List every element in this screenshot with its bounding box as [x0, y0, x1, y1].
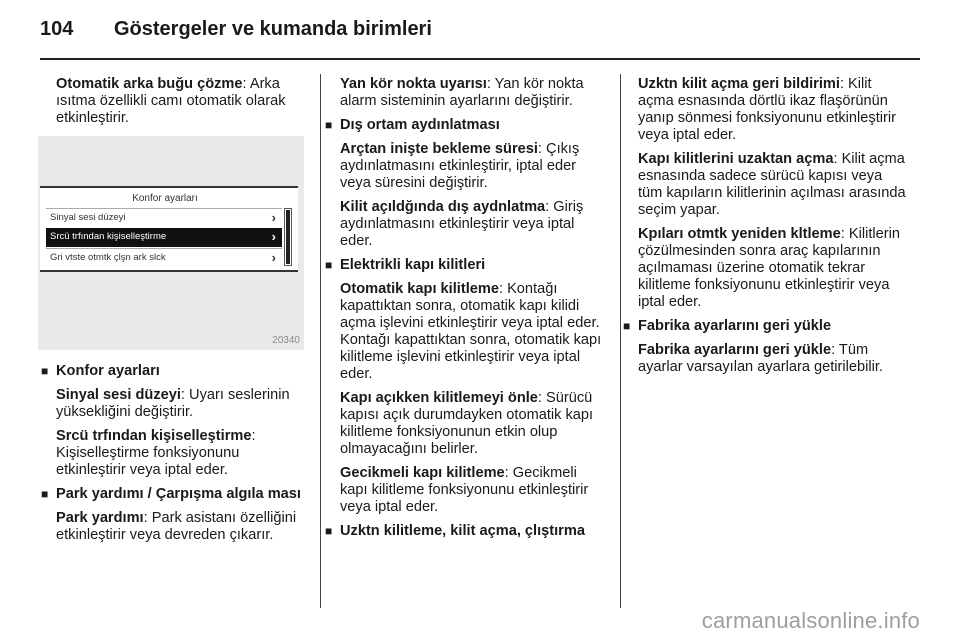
menu-item [46, 208, 282, 227]
menu-item-selected [46, 228, 282, 247]
blind-spot-description [340, 76, 608, 110]
term: Park yardımı [56, 510, 144, 526]
scrollbar [284, 208, 292, 266]
description: : Kilit açma esnasında dörtlü ikaz flaşörünün yanıp sönmesi fonksiyonunu etkinleştirir veya iptal eder. [638, 76, 896, 143]
watermark: carmanualsonline.info [701, 608, 920, 633]
menu-item [46, 248, 282, 267]
term: Sinyal sesi düzeyi [56, 387, 181, 403]
section-heading: Park yardımı / Çarpışma algıla ması [56, 486, 301, 502]
bullet-icon: ■ [325, 524, 333, 538]
section-remote-lock [325, 523, 608, 540]
page-title: Göstergeler ve kumanda birimleri [114, 18, 432, 40]
figure-id: 20340 [272, 335, 300, 346]
term: Srcü trfından kişiselleştirme [56, 428, 252, 444]
section-park-assist [41, 486, 306, 503]
section-comfort-settings [41, 363, 306, 380]
term: Kapı açıkken kilitlemeyi önle [340, 390, 538, 406]
header-divider [40, 58, 920, 60]
section-heading: Uzktn kilitleme, kilit açma, çlıştırma [340, 523, 585, 539]
comfort-settings-screenshot [38, 136, 304, 350]
description: : Yan kör nokta alarm sisteminin ayarlarını değiştirir. [340, 76, 584, 109]
description: : Kişiselleştirme fonksiyonunu etkinleştirir veya iptal eder. [56, 428, 256, 478]
bullet-icon: ■ [41, 487, 49, 501]
term: Kapı kilitlerini uzaktan açma [638, 151, 834, 167]
page-number: 104 [40, 18, 74, 40]
column-3 [623, 76, 906, 383]
term: Gecikmeli kapı kilitleme [340, 465, 505, 481]
rear-defog-description [56, 76, 306, 127]
description: : Kontağı kapattıktan sonra, otomatik kapı kilidi açma işlevini etkinleştirir veya iptal eder. Kontağı kapattıktan sonra, otomatik kapı kilitleme işlevini etkinleştirir veya iptal eder. [340, 281, 602, 382]
auto-relock-description [638, 226, 906, 311]
chevron-right-icon: › [271, 210, 276, 225]
term: Otomatik kapı kilitleme [340, 281, 499, 297]
description: : Sürücü kapısı açık durumdayken otomatik kapı kilitleme fonksiyonunun etkin olup olmayacağını belirler. [340, 390, 594, 457]
description: : Kilitlerin çözülmesinden sonra araç kapılarının açılmaması üzerine otomatik tekrar kilitleme fonksiyonunu etkinleştirir veya iptal eder. [638, 226, 900, 310]
term: Arçtan inişte bekleme süresi [340, 141, 538, 157]
entry-lighting-description [340, 199, 608, 250]
menu-title: Konfor ayarları [132, 193, 198, 204]
term: Fabrika ayarlarını geri yükle [638, 342, 832, 358]
personalization-description [56, 428, 306, 479]
term: Kilit açıldğında dış aydnlatma [340, 199, 546, 215]
chevron-right-icon: › [271, 250, 276, 265]
bullet-icon: ■ [325, 258, 333, 272]
scrollbar-thumb [286, 210, 290, 264]
section-exterior-lighting [325, 117, 608, 134]
section-heading: Konfor ayarları [56, 363, 160, 379]
description: : Uyarı seslerinin yüksekliğini değiştirir. [56, 387, 290, 420]
menu-item-label: Sinyal sesi düzeyi [50, 212, 126, 223]
description: : Park asistanı özelliğini etkinleştirir veya devreden çıkarır. [56, 510, 297, 543]
column-2 [325, 76, 608, 547]
term: Uzktn kilit açma geri bildirimi [638, 76, 840, 92]
term: Kpıları otmtk yeniden kltleme [638, 226, 841, 242]
page-header [40, 18, 432, 48]
section-heading: Fabrika ayarlarını geri yükle [638, 318, 832, 334]
term: Otomatik arka buğu çözme [56, 76, 243, 92]
factory-reset-description [638, 342, 906, 376]
prevent-lock-open-door-description [340, 390, 608, 458]
term: Yan kör nokta uyarısı [340, 76, 487, 92]
signal-volume-description [56, 387, 306, 421]
section-heading: Elektrikli kapı kilitleri [340, 257, 486, 273]
column-1 [56, 76, 306, 134]
column-1-lower [41, 363, 306, 551]
section-factory-reset [623, 318, 906, 335]
bullet-icon: ■ [325, 118, 333, 132]
section-power-door-locks [325, 257, 608, 274]
bullet-icon: ■ [623, 319, 631, 333]
description: : Giriş aydınlatmasını etkinleştirir veya iptal eder. [340, 199, 584, 249]
description: : Tüm ayarlar varsayılan ayarlara getirilebilir. [638, 342, 883, 375]
chevron-right-icon: › [271, 229, 276, 244]
description: : Çıkış aydınlatmasını etkinleştirir, iptal eder veya süresini değiştirir. [340, 141, 580, 191]
description: : Kilit açma esnasında sadece sürücü kapısı veya tüm kapıların kilitlerinin açılması arasında seçim yapar. [638, 151, 906, 218]
exit-lighting-description [340, 141, 608, 192]
description: : Arka ısıtma özellikli camı otomatik olarak etkinleştirir. [56, 76, 286, 126]
auto-door-lock-description [340, 281, 608, 383]
remote-unlock-feedback-description [638, 76, 906, 144]
menu-item-label: Gri vtste otmtk çlşn ark slck [50, 252, 166, 263]
bullet-icon: ■ [41, 364, 49, 378]
delayed-lock-description [340, 465, 608, 516]
section-heading: Dış ortam aydınlatması [340, 117, 500, 133]
column-divider [320, 74, 321, 608]
menu-item-label: Srcü trfından kişiselleştirme [50, 231, 167, 242]
description: : Gecikmeli kapı kilitleme fonksiyonunu etkinleştirir veya iptal eder. [340, 465, 589, 515]
park-assist-description [56, 510, 306, 544]
column-divider [620, 74, 621, 608]
remote-door-unlock-description [638, 151, 906, 219]
display-menu [40, 186, 298, 272]
